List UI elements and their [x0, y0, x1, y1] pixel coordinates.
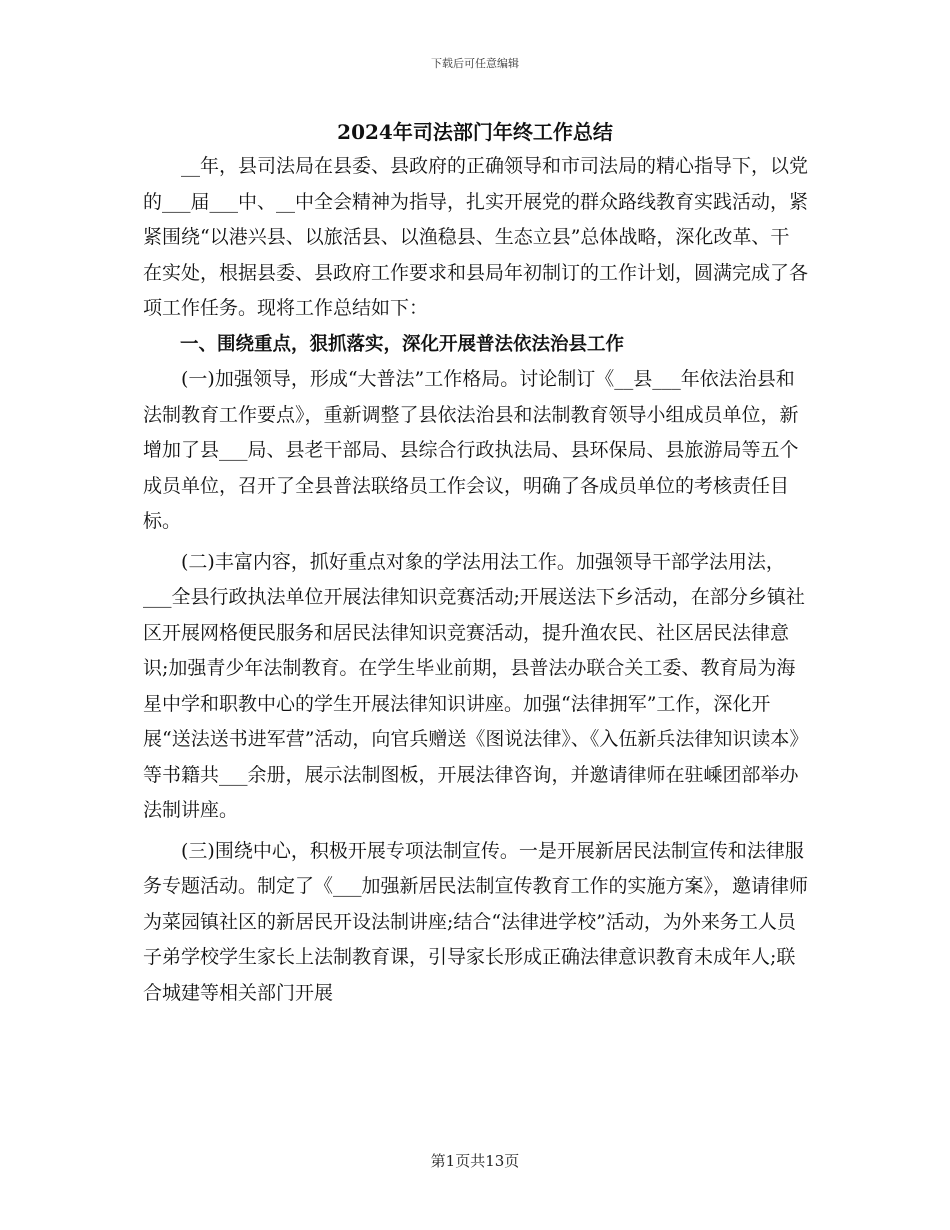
document-body: [143, 149, 808, 1011]
intro-paragraph: __年，县司法局在县委、县政府的正确领导和市司法局的精心指导下，以党的___届___中、__中全会精神为指导，扎实开展党的群众路线教育实践活动，紧紧围绕“以港兴县、以旅活县、以渔稳县、生态立县”总体战略，深化改革、干在实处，根据县委、县政府工作要求和县局年初制订的工作计划，圆满完成了各项工作任务。现将工作总结如下：: [143, 155, 809, 319]
paragraph-3: (三)围绕中心，积极开展专项法制宣传。一是开展新居民法制宣传和法律服务专题活动。制定了《___加强新居民法制宣传教育工作的实施方案》，邀请律师为菜园镇社区的新居民开设法制讲座;结合“法律进学校”活动，为外来务工人员子弟学校学生家长上法制教育课，引导家长形成正确法律意识教育未成年人;联合城建等相关部门开展: [143, 839, 809, 1004]
page-header: 下载后可任意编辑: [431, 57, 519, 70]
page-footer: 第1页共13页: [430, 1152, 520, 1170]
document-title: 2024年司法部门年终工作总结: [337, 120, 613, 144]
paragraph-2: (二)丰富内容，抓好重点对象的学法用法工作。加强领导干部学法用法，___全县行政执法单位开展法律知识竞赛活动;开展送法下乡活动，在部分乡镇社区开展网格便民服务和居民法律知识竞赛活动，提升渔农民、社区居民法律意识;加强青少年法制教育。在学生毕业前期，县普法办联合关工委、教育局为海星中学和职教中心的学生开展法律知识讲座。加强“法律拥军”工作，深化开展“送法送书进军营”活动，向官兵赠送《图说法律》、《入伍新兵法律知识读本》等书籍共___余册，展示法制图板，开展法律咨询，并邀请律师在驻嵊团部举办法制讲座。: [143, 550, 805, 821]
section-heading-1: 一、围绕重点，狠抓落实，深化开展普法依法治县工作: [180, 333, 625, 355]
paragraph-1: (一)加强领导，形成“大普法”工作格局。讨论制订《__县___年依法治县和法制教育工作要点》，重新调整了县依法治县和法制教育领导小组成员单位，新增加了县___局、县老干部局、县综合行政执法局、县环保局、县旅游局等五个成员单位，召开了全县普法联络员工作会议，明确了各成员单位的考核责任目标。: [143, 368, 799, 532]
